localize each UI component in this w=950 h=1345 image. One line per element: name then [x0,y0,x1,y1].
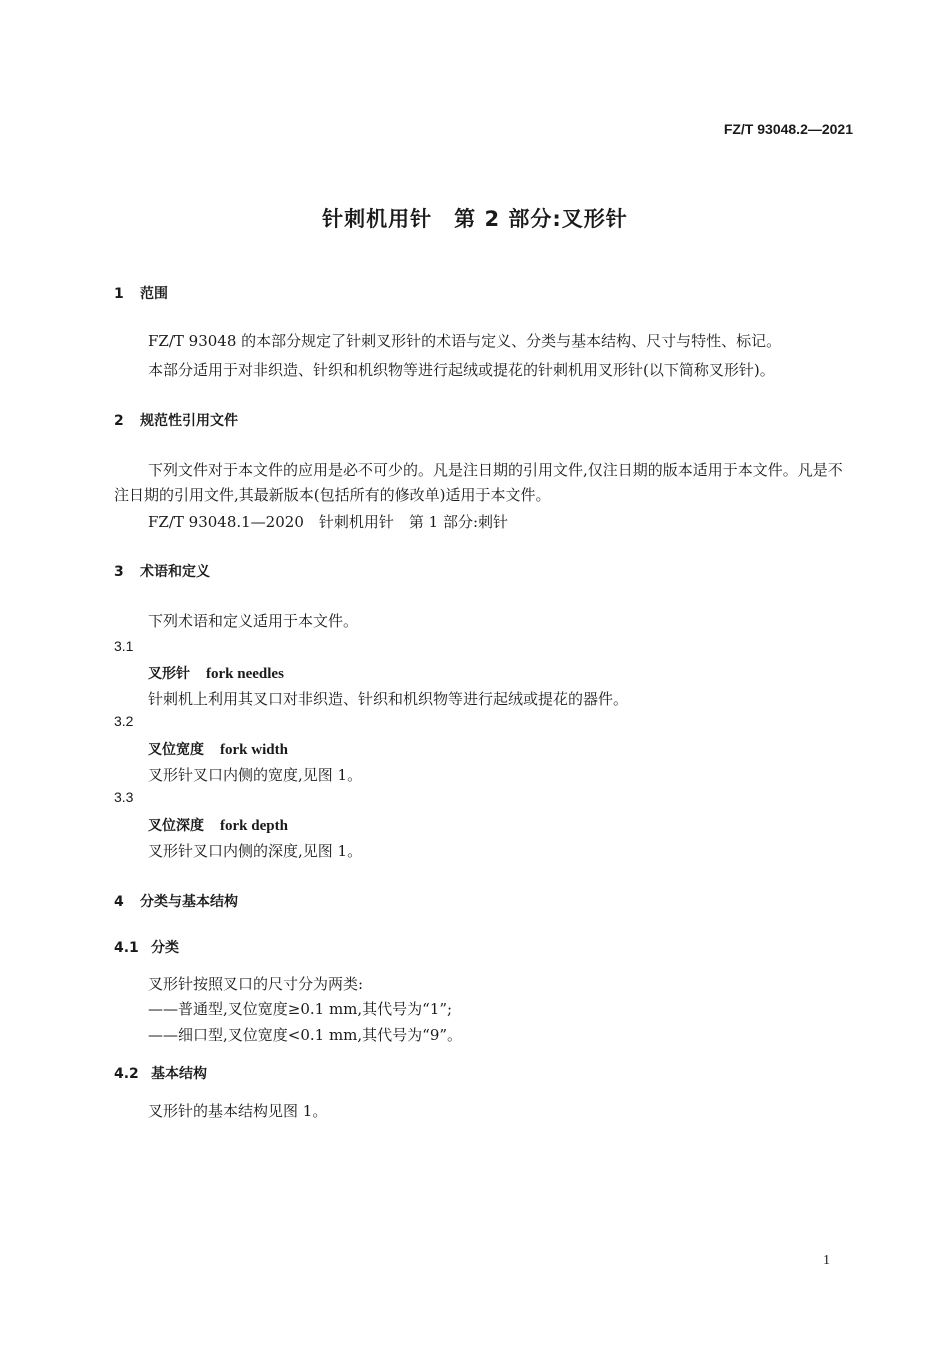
section-2-heading [114,410,238,430]
section-number: 2 [114,413,124,429]
section-number: 4 [114,894,124,910]
section-3-intro: 下列术语和定义适用于本文件。 [148,612,359,630]
section-1-paragraph-1: FZ/T 93048 的本部分规定了针刺叉形针的术语与定义、分类与基本结构、尺寸与特性、标记。 [148,332,782,350]
section-3-heading [114,561,210,581]
term-english: fork depth [220,818,288,834]
classification-intro: 叉形针按照叉口的尺寸分为两类: [148,975,364,993]
page-number: 1 [823,1253,830,1268]
term-number: 3.2 [114,713,134,729]
subsection-title: 分类 [151,940,179,956]
section-number: 3 [114,564,124,580]
term-chinese: 叉位深度 [148,818,204,834]
section-title: 术语和定义 [140,564,210,580]
page-title: 针刺机用针 第 2 部分:叉形针 [322,207,628,231]
normative-reference: FZ/T 93048.1—2020 针刺机用针 第 1 部分:刺针 [148,513,508,531]
subsection-number: 4.2 [114,1066,139,1082]
term-english: fork needles [206,666,284,682]
term-definition: 针刺机上利用其叉口对非织造、针织和机织物等进行起绒或提花的器件。 [148,690,629,708]
term-definition: 叉形针叉口内侧的深度,见图 1。 [148,842,363,860]
standard-code: FZ/T 93048.2—2021 [723,121,853,137]
term-chinese: 叉位宽度 [148,742,204,758]
term-number: 3.1 [114,638,134,654]
classification-item: ——普通型,叉位宽度≥0.1 mm,其代号为“1”; [148,1000,453,1018]
term-heading [148,739,288,759]
section-title: 规范性引用文件 [140,413,238,429]
term-heading [148,663,284,683]
term-number: 3.3 [114,789,134,805]
section-2-paragraph: 下列文件对于本文件的应用是必不可少的。凡是注日期的引用文件,仅注日期的版本适用于本文件。凡是不注日期的引用文件,其最新版本(包括所有的修改单)适用于本文件。 [114,461,843,504]
basic-structure-text: 叉形针的基本结构见图 1。 [148,1102,328,1120]
term-heading [148,815,288,835]
section-4-heading [114,891,238,911]
term-chinese: 叉形针 [148,666,190,682]
section-title: 分类与基本结构 [140,894,238,910]
section-title: 范围 [140,286,168,302]
subsection-number: 4.1 [114,940,139,956]
section-1-heading [114,283,168,303]
term-definition: 叉形针叉口内侧的宽度,见图 1。 [148,766,363,784]
subsection-title: 基本结构 [151,1066,207,1082]
subsection-4-2-heading [114,1063,207,1083]
subsection-4-1-heading [114,937,179,957]
term-english: fork width [220,742,288,758]
section-number: 1 [114,286,124,302]
section-1-paragraph-2: 本部分适用于对非织造、针织和机织物等进行起绒或提花的针刺机用叉形针(以下简称叉形针)。 [148,361,775,379]
classification-item: ——细口型,叉位宽度<0.1 mm,其代号为“9”。 [148,1026,463,1044]
